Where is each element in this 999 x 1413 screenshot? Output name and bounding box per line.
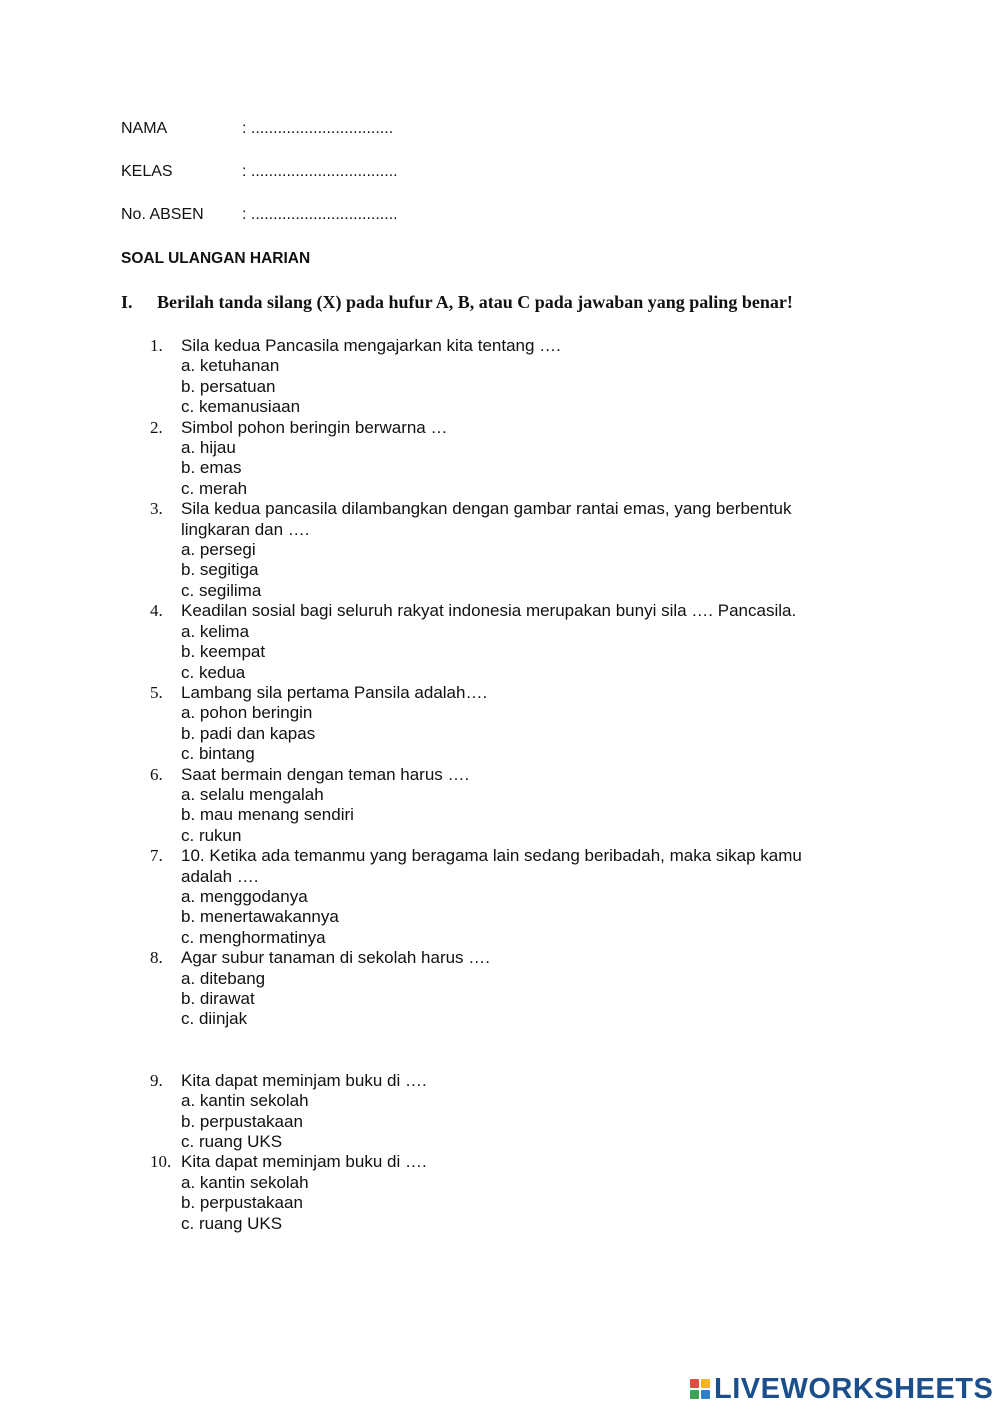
answer-option: c. menghormatinya <box>181 927 326 947</box>
answer-option: b. keempat <box>181 642 266 662</box>
question-list <box>150 336 850 1234</box>
liveworksheets-icon <box>690 1379 710 1399</box>
answer-option: a. ketuhanan <box>181 356 280 376</box>
answer-option: c. segilima <box>181 580 262 600</box>
logo-square-icon <box>690 1390 699 1399</box>
answer-option: c. bintang <box>181 744 255 764</box>
answer-option: a. kantin sekolah <box>181 1172 309 1192</box>
question-text: Sila kedua Pancasila mengajarkan kita tentang …. <box>181 336 561 355</box>
answer-option: b. perpustakaan <box>181 1111 303 1131</box>
question-text: Saat bermain dengan teman harus …. <box>181 764 470 784</box>
answer-option: a. ditebang <box>181 968 266 988</box>
answer-option: c. merah <box>181 478 248 498</box>
question-item <box>150 1152 850 1234</box>
question-item <box>150 683 850 765</box>
question-number: 7. <box>150 846 163 866</box>
question-number: 6. <box>150 764 163 784</box>
answer-option: b. padi dan kapas <box>181 723 316 743</box>
answer-option: b. perpustakaan <box>181 1193 303 1213</box>
question-number: 10. <box>150 1152 172 1172</box>
question-item <box>150 336 850 418</box>
answer-option: b. mau menang sendiri <box>181 805 354 825</box>
question-text: Lambang sila pertama Pansila adalah…. <box>181 682 488 702</box>
answer-option: a. kelima <box>181 621 250 641</box>
question-text: Kita dapat meminjam buku di …. <box>181 1070 427 1090</box>
logo-square-icon <box>701 1390 710 1399</box>
field-value: : ................................ <box>242 120 394 137</box>
question-number: 9. <box>150 1070 163 1090</box>
answer-option: c. diinjak <box>181 1009 248 1029</box>
field-value: : ................................. <box>242 163 398 180</box>
answer-option: a. menggodanya <box>181 886 308 906</box>
question-text: Sila kedua pancasila dilambangkan dengan gambar rantai emas, yang berbentuk <box>181 499 792 519</box>
answer-option: a. selalu mengalah <box>181 784 324 804</box>
answer-option: a. pohon beringin <box>181 703 313 723</box>
answer-option: a. kantin sekolah <box>181 1091 309 1111</box>
question-text: adalah …. <box>181 866 259 886</box>
answer-option: a. hijau <box>181 438 236 458</box>
question-number: 5. <box>150 682 163 702</box>
question-item <box>150 765 850 847</box>
question-number: 1. <box>150 336 163 355</box>
answer-option: c. rukun <box>181 825 242 845</box>
question-item <box>150 418 850 500</box>
question-text: 10. Ketika ada temanmu yang beragama lain sedang beribadah, maka sikap kamu <box>181 846 802 866</box>
question-item <box>150 601 850 683</box>
field-label: No. ABSEN <box>121 206 204 223</box>
question-item <box>150 948 850 1030</box>
question-text: Kita dapat meminjam buku di …. <box>181 1152 427 1172</box>
question-number: 4. <box>150 601 163 621</box>
answer-option: b. emas <box>181 458 242 478</box>
answer-option: c. kemanusiaan <box>181 397 301 417</box>
section-instruction <box>121 292 793 313</box>
question-number: 3. <box>150 499 163 519</box>
answer-option: a. persegi <box>181 540 256 560</box>
question-text: lingkaran dan …. <box>181 519 310 539</box>
question-item <box>150 1071 850 1153</box>
logo-square-icon <box>701 1379 710 1388</box>
question-text: Agar subur tanaman di sekolah harus …. <box>181 948 491 968</box>
field-value: : ................................. <box>242 206 398 223</box>
test-title: SOAL ULANGAN HARIAN <box>121 250 311 267</box>
field-label: NAMA <box>121 120 168 137</box>
question-item <box>150 846 850 948</box>
logo-square-icon <box>690 1379 699 1388</box>
question-number: 2. <box>150 417 163 437</box>
section-number: I. <box>121 292 133 312</box>
brand-text: LIVEWORKSHEETS <box>714 1372 994 1405</box>
question-text: Keadilan sosial bagi seluruh rakyat indonesia merupakan bunyi sila …. Pancasila. <box>181 601 797 621</box>
answer-option: b. segitiga <box>181 560 259 580</box>
question-item <box>150 499 850 601</box>
question-number: 8. <box>150 948 163 968</box>
answer-option: b. menertawakannya <box>181 907 339 927</box>
answer-option: c. kedua <box>181 662 246 682</box>
section-instruction-text: Berilah tanda silang (X) pada hufur A, B, atau C pada jawaban yang paling benar! <box>157 292 793 312</box>
answer-option: c. ruang UKS <box>181 1213 283 1233</box>
answer-option: c. ruang UKS <box>181 1132 283 1152</box>
liveworksheets-logo <box>690 1372 993 1406</box>
question-text: Simbol pohon beringin berwarna … <box>181 417 448 437</box>
answer-option: b. dirawat <box>181 989 255 1008</box>
answer-option: b. persatuan <box>181 376 276 396</box>
field-label: KELAS <box>121 163 173 180</box>
